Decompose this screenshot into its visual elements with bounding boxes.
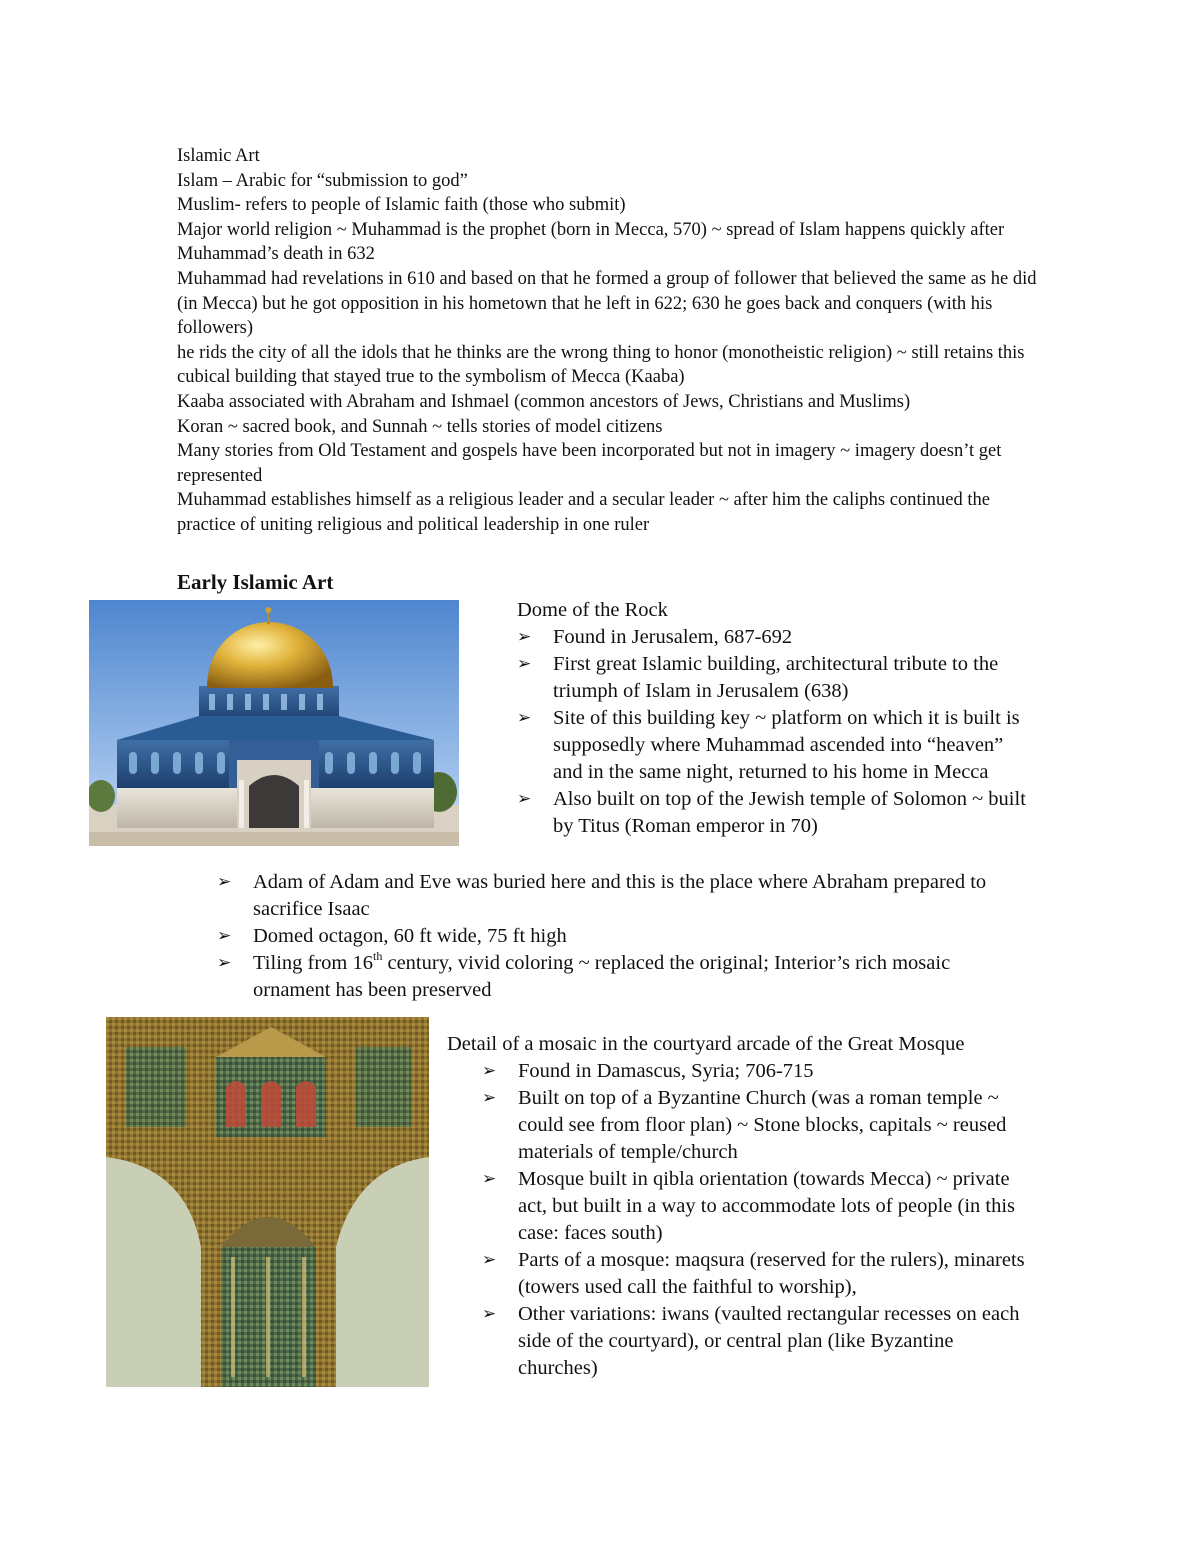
section-heading: Early Islamic Art xyxy=(177,570,334,594)
mosaic-bullet-list xyxy=(482,1058,1037,1382)
arrow-bullet-icon: ➢ xyxy=(517,627,532,647)
dome-of-the-rock-photo xyxy=(89,600,459,846)
intro-line: Muhammad establishes himself as a religious leader and a secular leader ~ after him the caliphs continued the practice of uniting religious and political leadership in one ruler xyxy=(177,490,990,535)
list-item: ➢ Site of this building key ~ platform on which it is built is supposedly where Muhammad ascended into “heaven” and in the same night, returned to his home in Mecca xyxy=(517,707,1020,783)
dome-bullet-list-wide xyxy=(217,869,1027,1004)
intro-line: Many stories from Old Testament and gospels have been incorporated but not in imagery ~ imagery doesn’t get represented xyxy=(177,441,1002,486)
list-item: ➢ Found in Damascus, Syria; 706-715 xyxy=(482,1058,1037,1085)
arrow-bullet-icon: ➢ xyxy=(482,1304,497,1324)
list-item: ➢ Adam of Adam and Eve was buried here and this is the place where Abraham prepared to sacrifice Isaac xyxy=(217,871,987,920)
list-item: ➢ Other variations: iwans (vaulted rectangular recesses on each side of the courtyard), or central plan (like Byzantine churches) xyxy=(482,1303,1020,1379)
list-item: ➢ Tiling from 16th century, vivid coloring ~ replaced the original; Interior’s rich mosaic ornament has been preserved xyxy=(217,949,951,1001)
dome-bullet-list xyxy=(517,624,1037,840)
arrow-bullet-icon: ➢ xyxy=(482,1250,497,1270)
list-item: ➢ Found in Jerusalem, 687-692 xyxy=(517,624,1037,651)
arrow-bullet-icon: ➢ xyxy=(482,1169,497,1189)
mosaic-caption xyxy=(447,1031,1037,1382)
dome-caption xyxy=(517,597,1037,840)
arrow-bullet-icon: ➢ xyxy=(217,926,232,946)
arrow-bullet-icon: ➢ xyxy=(517,708,532,728)
list-item: ➢ Parts of a mosque: maqsura (reserved for the rulers), minarets (towers used call the faithful to worship), xyxy=(482,1249,1025,1298)
dome-title: Dome of the Rock xyxy=(517,599,668,621)
intro-notes xyxy=(177,144,1037,538)
arrow-bullet-icon: ➢ xyxy=(517,789,532,809)
great-mosque-mosaic-photo xyxy=(106,1017,429,1387)
intro-title: Islamic Art xyxy=(177,146,260,166)
list-item: ➢ Domed octagon, 60 ft wide, 75 ft high xyxy=(217,923,1027,950)
intro-line: Kaaba associated with Abraham and Ishmael (common ancestors of Jews, Christians and Muslims) xyxy=(177,391,911,412)
intro-line: he rids the city of all the idols that he thinks are the wrong thing to honor (monotheistic religion) ~ still retains this cubical building that stayed true to the symbolism of Mecca (Kaaba) xyxy=(177,342,1025,388)
mosaic-title: Detail of a mosaic in the courtyard arcade of the Great Mosque xyxy=(447,1033,965,1055)
list-item: ➢ Built on top of a Byzantine Church (was a roman temple ~ could see from floor plan) ~ Stone blocks, capitals ~ reused materials of temple/church xyxy=(482,1087,1007,1163)
intro-line: Muhammad had revelations in 610 and based on that he formed a group of follower that believed the same as he did (in Mecca) but he got opposition in his hometown that he left in 622; 630 he goes back and conquers (with his followers) xyxy=(177,268,1037,339)
arrow-bullet-icon: ➢ xyxy=(517,654,532,674)
arrow-bullet-icon: ➢ xyxy=(482,1088,497,1108)
intro-line: Koran ~ sacred book, and Sunnah ~ tells stories of model citizens xyxy=(177,416,663,437)
list-item: ➢ Also built on top of the Jewish temple of Solomon ~ built by Titus (Roman emperor in 70) xyxy=(517,788,1026,837)
arrow-bullet-icon: ➢ xyxy=(217,953,232,973)
arrow-bullet-icon: ➢ xyxy=(482,1061,497,1081)
intro-line: Major world religion ~ Muhammad is the prophet (born in Mecca, 570) ~ spread of Islam happens quickly after Muhammad’s death in 632 xyxy=(177,219,1005,265)
list-item: ➢ Mosque built in qibla orientation (towards Mecca) ~ private act, but built in a way to accommodate lots of people (in this case: faces south) xyxy=(482,1168,1016,1244)
arrow-bullet-icon: ➢ xyxy=(217,872,232,892)
dome-caption-continued xyxy=(217,869,1027,1004)
list-item: ➢ First great Islamic building, architectural tribute to the triumph of Islam in Jerusalem (638) xyxy=(517,653,999,702)
intro-line: Islam – Arabic for “submission to god” xyxy=(177,170,468,191)
intro-line: Muslim- refers to people of Islamic faith (those who submit) xyxy=(177,195,626,216)
